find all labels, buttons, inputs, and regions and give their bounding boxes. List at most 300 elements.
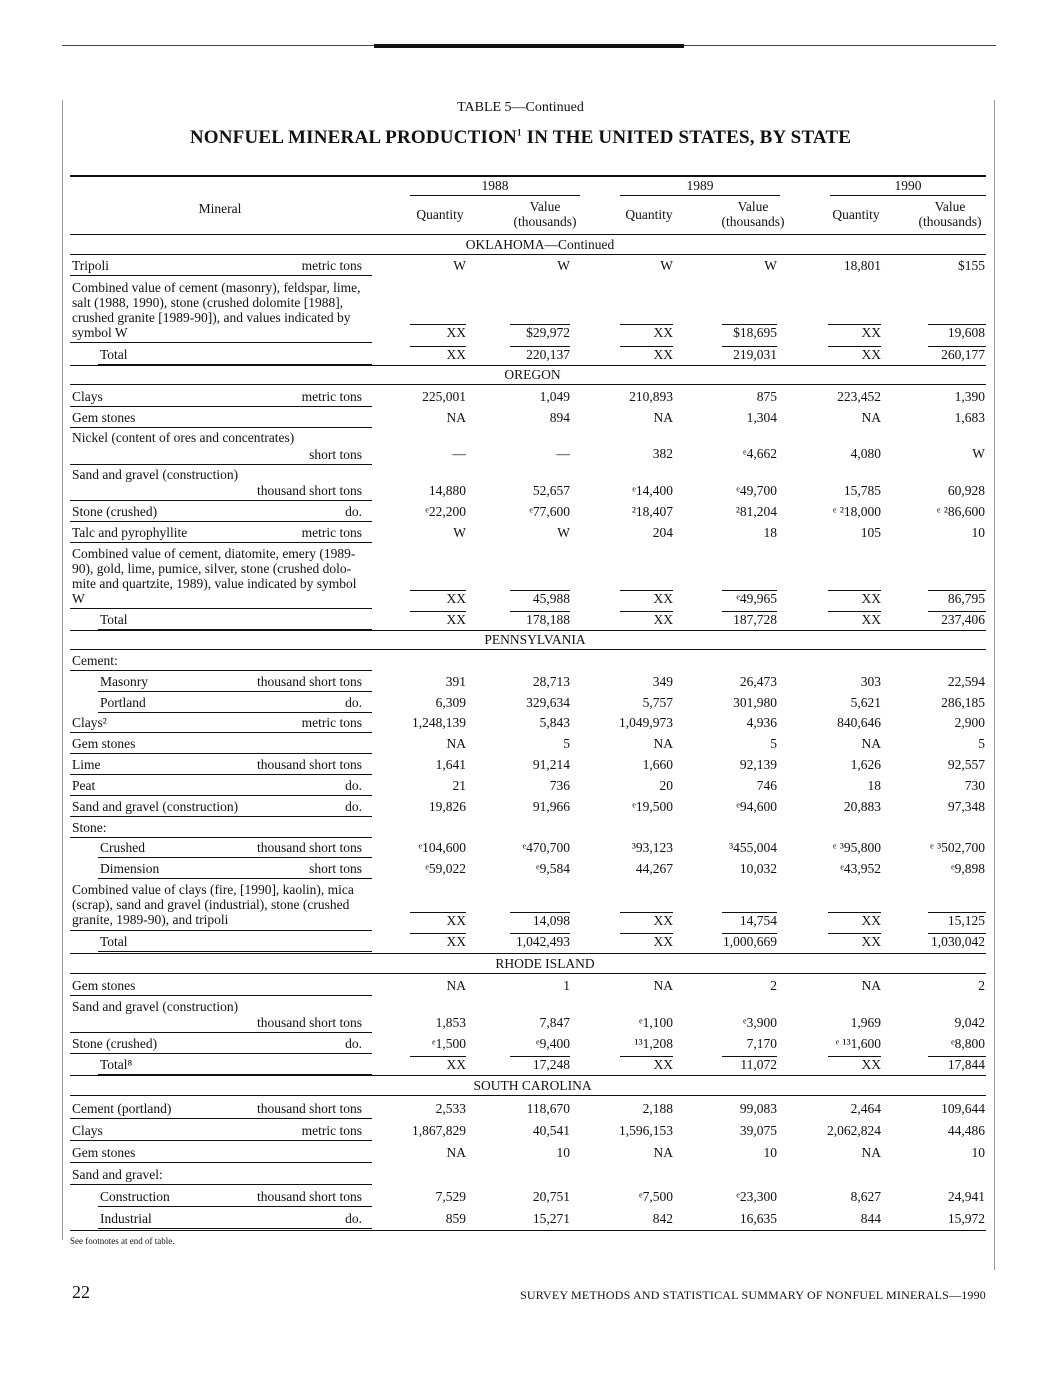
row-rule [98,1206,372,1207]
value-header-1988: Value (thousands) [513,199,577,229]
total-rule [928,324,986,325]
unit-label: thousand short tons [256,674,362,689]
row-rule [70,1032,372,1033]
value-header-1989: Value (thousands) [721,199,785,229]
table-cell: ᵉ ³502,700 [930,840,985,855]
table-cell: ᵉ49,965 [736,591,777,606]
table-cell: 391 [445,674,466,689]
table-cell: 1,030,042 [931,934,985,949]
total-rule [410,912,466,913]
table-cell: ᵉ1,500 [432,1036,466,1051]
total-rule [828,1056,881,1057]
unit-label: short tons [309,861,362,876]
unit-label: metric tons [301,715,362,730]
table-cell: XX [446,934,466,949]
total-rule [510,1056,570,1057]
table-cell: 2,062,824 [827,1123,881,1138]
table-cell: 840,646 [837,715,881,730]
table-cell: 20,883 [843,799,881,814]
total-rule [928,912,986,913]
table-cell: ᵉ9,898 [951,861,985,876]
table-cell: 16,635 [739,1211,777,1226]
section-oregon: OREGON [504,367,561,382]
section-oklahoma: OKLAHOMA—Continued [465,237,615,252]
table-cell: XX [861,591,881,606]
table-cell: 86,795 [947,591,985,606]
mineral-label: Stone: [72,820,107,835]
table-cell: NA [446,736,466,751]
table-cell: ᵉ470,700 [522,840,570,855]
table-cell: NA [653,736,673,751]
table-cell: NA [446,410,466,425]
total-rule [620,912,673,913]
table-cell: 22,594 [947,674,985,689]
section-rule [70,365,986,366]
table-cell: 44,267 [635,861,673,876]
mineral-label: Sand and gravel (construction) [72,467,239,482]
unit-label: thousand short tons [256,1015,362,1030]
table-cell: ᵉ104,600 [418,840,466,855]
table-cell: 1,049 [539,389,570,404]
table-cell: XX [861,612,881,627]
table-cell: 4,936 [746,715,777,730]
table-cell: 1,969 [850,1015,881,1030]
table-cell: 842 [652,1211,673,1226]
table-cell: 15,972 [947,1211,985,1226]
year-header-1988: 1988 [481,178,509,193]
table-cell: XX [446,347,466,362]
table-cell: ᵉ1,100 [639,1015,673,1030]
mineral-label: Total [100,347,128,362]
table-cell: W [764,258,777,273]
table-caption: TABLE 5—Continued [457,100,584,115]
total-rule [928,1056,986,1057]
total-rule [928,933,986,934]
section-pennsylvania: PENNSYLVANIA [484,632,586,647]
row-rule [70,670,372,671]
unit-label: thousand short tons [256,483,362,498]
row-rule [70,816,372,817]
total-rule [410,1056,466,1057]
table-cell: 14,098 [532,913,570,928]
table-cell: 1,683 [954,410,985,425]
table-cell: 52,657 [532,483,570,498]
table-cell: ³455,004 [729,840,777,855]
row-rule [70,542,372,543]
row-rule [70,500,372,501]
mineral-label: crushed granite [1989-90]), and values indicated by [72,310,351,325]
table-cell: 8,627 [850,1189,881,1204]
section-rule [70,254,986,255]
section-rule [70,953,986,954]
table-cell: NA [446,978,466,993]
table-cell: 109,644 [941,1101,985,1116]
mineral-label: 90), gold, lime, pumice, silver, stone (crushed dolo- [72,561,352,576]
table-cell: 97,348 [947,799,985,814]
footnote: See footnotes at end of table. [70,1236,175,1246]
table-cell: 2,533 [435,1101,466,1116]
mineral-label: Combined value of cement (masonry), feldspar, lime, [72,280,361,295]
row-rule [70,406,372,407]
row-rule [70,774,372,775]
mineral-label: Total⁸ [100,1057,133,1072]
row-rule [70,464,372,465]
mineral-label: Cement: [72,653,118,668]
row-rule [70,930,372,931]
table-cell: XX [653,347,673,362]
unit-label: do. [345,799,362,814]
mineral-label: Sand and gravel (construction) [72,999,239,1014]
table-cell: 2,188 [642,1101,673,1116]
table-top-rule [70,175,986,177]
unit-label: short tons [309,447,362,462]
total-rule [722,933,777,934]
table-cell: ᵉ ¹³1,600 [835,1036,881,1051]
table-cell: 10 [971,1145,985,1160]
total-rule [510,590,570,591]
table-cell: XX [861,347,881,362]
unit-label: do. [345,1211,362,1226]
mineral-label: Cement (portland) [72,1101,172,1116]
table-cell: 45,988 [532,591,570,606]
mineral-label: mite and quartzite, 1989), value indicated by symbol [72,576,357,591]
table-cell: 92,557 [947,757,985,772]
total-rule [828,346,881,347]
table-cell: 1,641 [435,757,466,772]
table-cell: 736 [549,778,570,793]
row-rule [98,712,372,713]
table-cell: $29,972 [526,325,570,340]
table-cell: ᵉ22,200 [425,504,466,519]
table-cell: ᵉ ³95,800 [832,840,881,855]
total-rule [722,590,777,591]
page-number: 22 [72,1282,90,1302]
total-rule [620,324,673,325]
table-cell: ᵉ ²86,600 [936,504,985,519]
table-cell: XX [446,591,466,606]
section-south-carolina: SOUTH CAROLINA [473,1078,592,1093]
table-cell: ᵉ9,400 [536,1036,570,1051]
table-cell: NA [653,978,673,993]
table-cell: 5 [563,736,570,751]
table-cell: 19,826 [428,799,466,814]
table-cell: 746 [756,778,777,793]
quantity-header-1988: Quantity [416,207,464,222]
table-cell: 1,853 [435,1015,466,1030]
mineral-label: Gem stones [72,978,136,993]
table-cell: 1,000,669 [723,934,777,949]
total-rule [620,590,673,591]
table-cell: ᵉ8,800 [951,1036,985,1051]
table-cell: 1,248,139 [412,715,466,730]
mineral-label: granite, 1989-90), and tripoli [72,912,229,927]
table-cell: XX [653,612,673,627]
table-title: NONFUEL MINERAL PRODUCTION$^1$ IN THE UNITED STATES, BY STATE [189,127,852,148]
total-rule [928,590,986,591]
mineral-label: Gem stones [72,1145,136,1160]
row-rule [70,1118,372,1119]
table-cell: 303 [860,674,881,689]
mineral-label: Gem stones [72,736,136,751]
total-rule [410,324,466,325]
table-cell: 15,271 [532,1211,570,1226]
mineral-label: salt (1988, 1990), stone (crushed dolomite [1988], [72,295,344,310]
table-cell: 178,188 [526,612,570,627]
unit-label: metric tons [301,389,362,404]
table-cell: 20 [659,778,673,793]
total-rule [828,611,881,612]
table-cell: 2 [770,978,777,993]
table-cell: 39,075 [739,1123,777,1138]
table-cell: 14,754 [739,913,777,928]
table-cell: ᵉ49,700 [736,483,777,498]
mineral-label: Combined value of clays (fire, [1990], kaolin), mica [72,882,354,897]
unit-label: metric tons [301,1123,362,1138]
row-rule [70,427,372,428]
row-rule [70,995,372,996]
table-cell: $18,695 [733,325,777,340]
total-rule [510,933,570,934]
section-rule [70,630,986,631]
total-rule [510,346,570,347]
table-cell: ᵉ14,400 [632,483,673,498]
table-cell: 382 [652,446,673,461]
table-cell: 15,785 [843,483,881,498]
year-rule-1989 [620,195,780,196]
total-rule [722,611,777,612]
unit-label: do. [345,504,362,519]
total-rule [828,324,881,325]
quantity-header-1989: Quantity [625,207,673,222]
table-cell: ᵉ9,584 [536,861,570,876]
value-header-1990: Value (thousands) [918,199,982,229]
table-cell: NA [861,1145,881,1160]
mineral-label: Clays [72,1123,103,1138]
section-rule [70,649,986,650]
table-cell: 301,980 [733,695,777,710]
table-cell: 329,634 [526,695,570,710]
unit-label: do. [345,1036,362,1051]
row-rule [70,795,372,796]
table-cell: 15,125 [947,913,985,928]
table-cell: 286,185 [941,695,985,710]
table-cell: 21 [452,778,466,793]
mineral-label: Portland [100,695,146,710]
total-rule [510,912,570,913]
total-rule [722,324,777,325]
table-cell: 7,529 [435,1189,466,1204]
table-cell: W [972,446,985,461]
table-cell: NA [861,410,881,425]
table-cell: ¹³1,208 [634,1036,673,1051]
table-cell: W [660,258,673,273]
table-cell: 5,757 [642,695,673,710]
table-cell: 223,452 [837,389,881,404]
unit-label: do. [345,778,362,793]
table-cell: 7,847 [539,1015,570,1030]
total-rule [510,324,570,325]
total-rule [722,1056,777,1057]
table-cell: 28,713 [532,674,570,689]
mineral-label: W [72,591,85,606]
table-cell: 11,072 [740,1057,777,1072]
table-bottom-rule [70,1230,986,1231]
table-cell: — [452,446,466,461]
table-cell: XX [861,934,881,949]
mineral-label: Sand and gravel (construction) [72,799,239,814]
table-cell: 1,049,973 [619,715,673,730]
mineral-label: Gem stones [72,410,136,425]
table-cell: 118,670 [526,1101,570,1116]
mineral-label: Total [100,612,128,627]
table-cell: 187,728 [733,612,777,627]
table-cell: W [557,258,570,273]
row-rule [70,521,372,522]
table-cell: ᵉ4,662 [743,446,777,461]
table-cell: 894 [549,410,570,425]
row-rule [98,691,372,692]
section-rule [70,1095,986,1096]
table-cell: 4,080 [850,446,881,461]
table-cell: NA [861,736,881,751]
table-cell: ²18,407 [631,504,673,519]
table-cell: 2,464 [850,1101,881,1116]
table-cell: NA [861,978,881,993]
unit-label: thousand short tons [256,1189,362,1204]
mineral-column-header: Mineral [198,201,242,216]
table-cell: 18 [763,525,777,540]
total-rule [410,590,466,591]
section-rule [70,384,986,385]
right-margin-line [994,100,995,1270]
mineral-label: Peat [72,778,96,793]
table-cell: ³93,123 [631,840,673,855]
table-cell: XX [446,1057,466,1072]
table-cell: 20,751 [532,1189,570,1204]
table-cell: 349 [652,674,673,689]
mineral-label: Clays [72,389,103,404]
table-cell: 1,867,829 [412,1123,466,1138]
table-cell: 99,083 [739,1101,777,1116]
year-header-1990: 1990 [894,178,922,193]
table-cell: XX [861,913,881,928]
table-cell: 204 [652,525,673,540]
header-bottom-rule [70,234,986,235]
table-cell: 1,042,493 [516,934,570,949]
table-cell: ᵉ3,900 [743,1015,777,1030]
table-cell: XX [446,325,466,340]
year-header-1989: 1989 [686,178,714,193]
row-rule [70,1162,372,1163]
mineral-label: Sand and gravel: [72,1167,163,1182]
total-rule [410,933,466,934]
table-cell: ᵉ ²18,000 [832,504,881,519]
table-cell: 91,214 [532,757,570,772]
table-cell: NA [653,1145,673,1160]
mineral-label: Stone (crushed) [72,1036,158,1051]
row-rule [70,753,372,754]
table-cell: 24,941 [947,1189,985,1204]
table-cell: XX [861,1057,881,1072]
table-cell: 19,608 [947,325,985,340]
table-cell: 17,844 [947,1057,985,1072]
running-title: SURVEY METHODS AND STATISTICAL SUMMARY OF NONFUEL MINERALS—1990 [520,1288,986,1302]
section-rhode-island: RHODE ISLAND [495,956,595,971]
total-rule [828,590,881,591]
table-cell: 1,660 [642,757,673,772]
mineral-label: Clays² [72,715,107,730]
total-rule [620,933,673,934]
table-cell: 237,406 [941,612,985,627]
table-cell: 10,032 [739,861,777,876]
table-cell: 60,928 [947,483,985,498]
table-cell: ᵉ19,500 [632,799,673,814]
table-cell: XX [861,325,881,340]
year-rule-1988 [410,195,580,196]
mineral-label: Lime [72,757,101,772]
mineral-label: Dimension [100,861,160,876]
table-cell: W [453,525,466,540]
unit-label: metric tons [301,525,362,540]
table-cell: $155 [958,258,985,273]
table-cell: — [556,446,570,461]
total-rule [410,346,466,347]
total-rule [928,346,986,347]
table-cell: 5,621 [850,695,881,710]
table-cell: 260,177 [941,347,985,362]
table-cell: NA [446,1145,466,1160]
table-cell: ²81,204 [735,504,777,519]
section-rule [70,1075,986,1076]
total-rule [510,611,570,612]
table-cell: 5,843 [539,715,570,730]
unit-label: thousand short tons [256,840,362,855]
table-cell: 18,801 [843,258,881,273]
table-cell: XX [653,913,673,928]
top-rule-bar [374,44,684,48]
mineral-label: (scrap), sand and gravel (industrial), stone (crushed [72,897,350,912]
table-cell: ᵉ7,500 [639,1189,673,1204]
section-rule [70,973,986,974]
row-rule [98,1074,372,1075]
total-rule [828,912,881,913]
mineral-label: symbol W [72,325,128,340]
table-cell: XX [653,591,673,606]
total-rule [410,611,466,612]
row-rule [98,857,372,858]
table-cell: 5 [770,736,777,751]
table-cell: ᵉ94,600 [736,799,777,814]
total-rule [928,611,986,612]
table-cell: 2,900 [954,715,985,730]
table-cell: 875 [756,389,777,404]
mineral-label: Construction [100,1189,170,1204]
table-cell: NA [653,410,673,425]
year-rule-1990 [830,195,986,196]
row-rule [98,364,372,365]
mineral-label: Crushed [100,840,145,855]
table-cell: 5 [978,736,985,751]
row-rule [70,342,372,343]
table-cell: 40,541 [532,1123,570,1138]
table-cell: 1,596,153 [619,1123,673,1138]
mineral-label: Industrial [100,1211,152,1226]
table-cell: W [453,258,466,273]
table-cell: 6,309 [435,695,466,710]
row-rule [70,837,372,838]
row-rule [98,1228,372,1229]
table-cell: ᵉ59,022 [425,861,466,876]
